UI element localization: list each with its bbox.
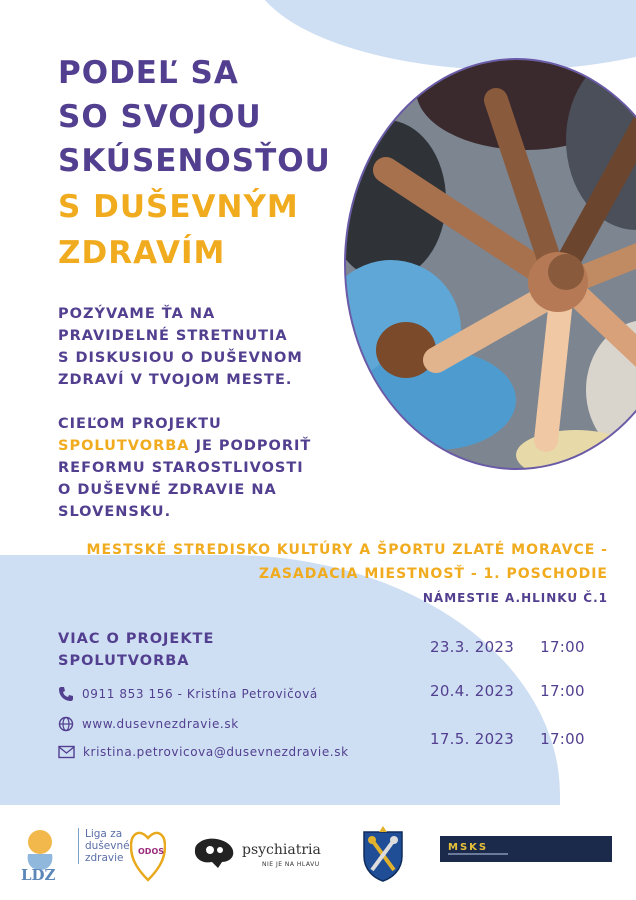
hands-illustration (346, 60, 636, 470)
headline-line-5: ZDRAVÍM (58, 235, 226, 271)
partner-logos (0, 820, 636, 900)
meeting-date-row (430, 638, 585, 656)
meeting-date-row (430, 730, 585, 748)
hands-together-photo (344, 58, 636, 470)
headline-line-2: SO SVOJOU (58, 99, 262, 135)
goal-line-1: CIEĽOM PROJEKTU (58, 416, 222, 432)
ldz-line-1: Liga za (85, 828, 123, 840)
envelope-icon (58, 745, 75, 759)
phone-icon (58, 686, 74, 702)
meeting-time: 17:00 (540, 682, 585, 700)
more-info-line-1: VIAC O PROJEKTE (58, 631, 215, 647)
venue-line-1: MESTSKÉ STREDISKO KULTÚRY A ŠPORTU ZLATÉ MORAVCE - (86, 542, 608, 558)
msks-text: MSKS (448, 842, 489, 853)
goal-line-5: SLOVENSKU. (58, 504, 172, 520)
ldz-line-2: duševné (85, 840, 130, 852)
project-name: SPOLUTVORBA (58, 438, 190, 454)
meeting-date: 23.3. 2023 (430, 638, 515, 656)
phone-text: 0911 853 156 - Kristína Petrovičová (82, 687, 318, 701)
ldz-name (78, 828, 130, 864)
more-info-heading (58, 628, 214, 672)
invitation-text (58, 303, 358, 391)
meeting-date: 17.5. 2023 (430, 730, 515, 748)
ldz-line-3: zdravie (85, 852, 124, 864)
odos-text: ODOS (138, 847, 165, 856)
psychiatria-tagline: NIE JE NA HLAVU (262, 861, 320, 868)
meeting-time: 17:00 (540, 730, 585, 748)
decorative-blob-top (250, 0, 636, 70)
invitation-line-3: S DISKUSIOU O DUŠEVNOM (58, 350, 303, 366)
headline-line-3: SKÚSENOSŤOU (58, 143, 331, 179)
goal-line-3: REFORMU STAROSTLIVOSTI (58, 460, 304, 476)
msks-logo (440, 836, 612, 862)
more-info-line-2: SPOLUTVORBA (58, 653, 190, 669)
ldz-logo (18, 828, 64, 884)
phone-contact[interactable] (58, 686, 318, 702)
invitation-line-1: POZÝVAME ŤA NA (58, 306, 216, 322)
coat-of-arms-icon (362, 826, 404, 882)
web-link[interactable]: www.dusevnezdravie.sk (82, 717, 239, 731)
invitation-line-4: ZDRAVÍ V TVOJOM MESTE. (58, 372, 293, 388)
project-goal-text (58, 413, 358, 523)
venue-address: NÁMESTIE A.HLINKU Č.1 (422, 591, 608, 605)
meeting-date: 20.4. 2023 (430, 682, 515, 700)
email-link[interactable]: kristina.petrovicova@dusevnezdravie.sk (83, 745, 349, 759)
meeting-date-row (430, 682, 585, 700)
headline-line-4: S DUŠEVNÝM (58, 189, 299, 225)
goal-line-4: O DUŠEVNÉ ZDRAVIE NA (58, 482, 277, 498)
email-contact[interactable] (58, 745, 349, 759)
head-silhouette-icon (192, 838, 238, 868)
meeting-time: 17:00 (540, 638, 585, 656)
venue-line-2: ZASADACIA MIESTNOSŤ - 1. POSCHODIE (258, 566, 608, 582)
goal-line-2: JE PODPORIŤ (189, 438, 312, 454)
svg-text:LDZ: LDZ (21, 866, 56, 884)
globe-icon (58, 716, 74, 732)
web-contact[interactable] (58, 716, 239, 732)
invitation-line-2: PRAVIDELNÉ STRETNUTIA (58, 328, 288, 344)
psychiatria-text: psychiatria (242, 842, 321, 858)
odos-logo (130, 824, 166, 882)
headline-line-1: PODEĽ SA (58, 55, 239, 91)
